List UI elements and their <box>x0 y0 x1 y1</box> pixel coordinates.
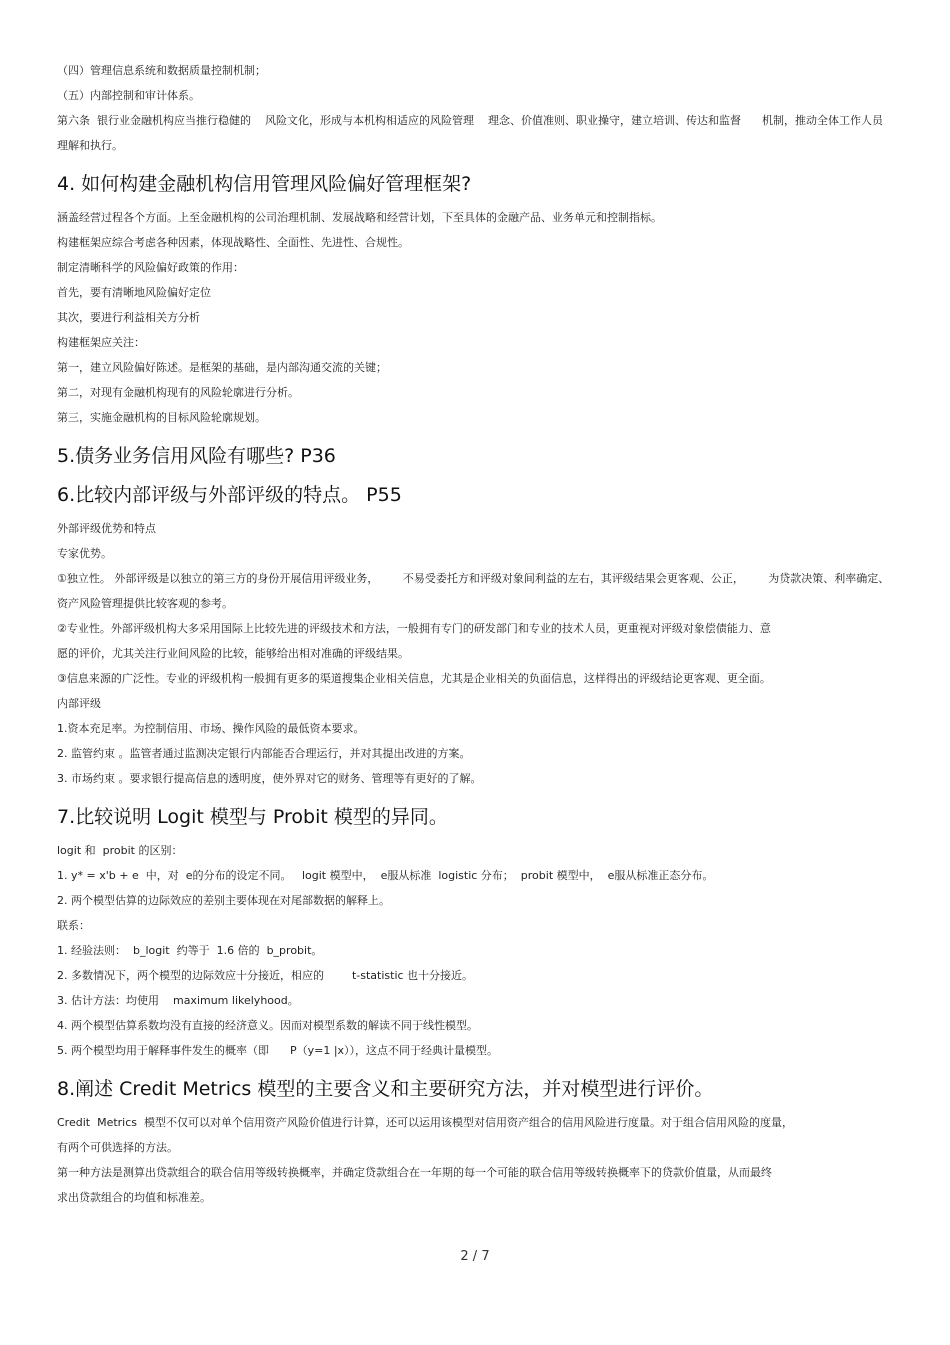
section-heading: 4. 如何构建金融机构信用管理风险偏好管理框架? <box>57 173 472 195</box>
paragraph: 愿的评价，尤其关注行业间风险的比较，能够给出相对准确的评级结果。 <box>57 647 409 660</box>
paragraph: ①独立性。 外部评级是以独立的第三方的身份开展信用评级业务， 不易受委托方和评级对象间利益的左右，其评级结果会更客观、公正， 为贷款决策、利率确定、资产风险管理提供比较客观的参考。 <box>57 572 890 610</box>
paragraph: 第一种方法是测算出贷款组合的联合信用等级转换概率，并确定贷款组合在一年期的每一个可能的联合信用等级转换概率下的贷款价值量，从而最终 <box>57 1166 772 1179</box>
paragraph: 第六条 银行业金融机构应当推行稳健的 风险文化，形成与本机构相适应的风险管理 理念、价值准则、职业操守，建立培训、传达和监督 机制，推动全体工作人员理解和执行。 <box>57 114 883 152</box>
paragraph: 2. 两个模型估算的边际效应的差别主要体现在对尾部数据的解释上。 <box>57 894 390 907</box>
section-heading: 5.债务业务信用风险有哪些? P36 <box>57 445 336 467</box>
page-number: 2 / 7 <box>460 1249 490 1264</box>
paragraph: 第一，建立风险偏好陈述。是框架的基础，是内部沟通交流的关键； <box>57 361 387 374</box>
paragraph: 构建框架应关注： <box>57 336 145 349</box>
paragraph: 第二，对现有金融机构现有的风险轮廓进行分析。 <box>57 386 299 399</box>
document-body <box>57 58 893 1210</box>
paragraph: ②专业性。外部评级机构大多采用国际上比较先进的评级技术和方法，一般拥有专门的研发部门和专业的技术人员，更重视对评级对象偿债能力、意 <box>57 622 771 635</box>
paragraph: 求出贷款组合的均值和标准差。 <box>57 1191 211 1204</box>
paragraph: 专家优势。 <box>57 547 112 560</box>
paragraph: 联系： <box>57 919 90 932</box>
paragraph: （五）内部控制和审计体系。 <box>57 89 200 102</box>
paragraph: 第三，实施金融机构的目标风险轮廓规划。 <box>57 411 266 424</box>
section-heading: 7.比较说明 Logit 模型与 Probit 模型的异同。 <box>57 806 448 828</box>
paragraph: 其次，要进行利益相关方分析 <box>57 311 200 324</box>
paragraph: 构建框架应综合考虑各种因素，体现战略性、全面性、先进性、合规性。 <box>57 236 409 249</box>
paragraph: logit 和 probit 的区别： <box>57 844 183 857</box>
paragraph: 首先，要有清晰地风险偏好定位 <box>57 286 211 299</box>
paragraph: 制定清晰科学的风险偏好政策的作用： <box>57 261 244 274</box>
paragraph: 3. 估计方法：均使用 maximum likelyhood。 <box>57 994 299 1007</box>
section-heading: 6.比较内部评级与外部评级的特点。 P55 <box>57 484 402 506</box>
paragraph: 2. 监管约束 。监管者通过监测决定银行内部能否合理运行，并对其提出改进的方案。 <box>57 747 471 760</box>
paragraph: 1. 经验法则： b_logit 约等于 1.6 倍的 b_probit。 <box>57 944 323 957</box>
paragraph: 4. 两个模型估算系数均没有直接的经济意义。因而对模型系数的解读不同于线性模型。 <box>57 1019 478 1032</box>
paragraph: 1.资本充足率。为控制信用、市场、操作风险的最低资本要求。 <box>57 722 365 735</box>
section-heading: 8.阐述 Credit Metrics 模型的主要含义和主要研究方法，并对模型进行评价。 <box>57 1078 714 1100</box>
paragraph: 外部评级优势和特点 <box>57 522 156 535</box>
paragraph: 1. y* = x'b + e 中，对 e的分布的设定不同。 logit 模型中， e服从标准 logistic 分布； probit 模型中， e服从标准正态分布。 <box>57 869 714 882</box>
paragraph: 5. 两个模型均用于解释事件发生的概率（即 P（y=1 |x）），这点不同于经典计量模型。 <box>57 1044 499 1057</box>
paragraph: 3. 市场约束 。要求银行提高信息的透明度，使外界对它的财务、管理等有更好的了解。 <box>57 772 482 785</box>
paragraph: 内部评级 <box>57 697 101 710</box>
paragraph: Credit Metrics 模型不仅可以对单个信用资产风险价值进行计算，还可以运用该模型对信用资产组合的信用风险进行度量。对于组合信用风险的度量， <box>57 1116 793 1129</box>
paragraph: ③信息来源的广泛性。专业的评级机构一般拥有更多的渠道搜集企业相关信息，尤其是企业相关的负面信息，这样得出的评级结论更客观、更全面。 <box>57 672 771 685</box>
paragraph: 有两个可供选择的方法。 <box>57 1141 178 1154</box>
paragraph: 涵盖经营过程各个方面。上至金融机构的公司治理机制、发展战略和经营计划，下至具体的金融产品、业务单元和控制指标。 <box>57 211 662 224</box>
paragraph: 2. 多数情况下，两个模型的边际效应十分接近，相应的 t-statistic 也十分接近。 <box>57 969 474 982</box>
paragraph: （四）管理信息系统和数据质量控制机制； <box>57 64 266 77</box>
